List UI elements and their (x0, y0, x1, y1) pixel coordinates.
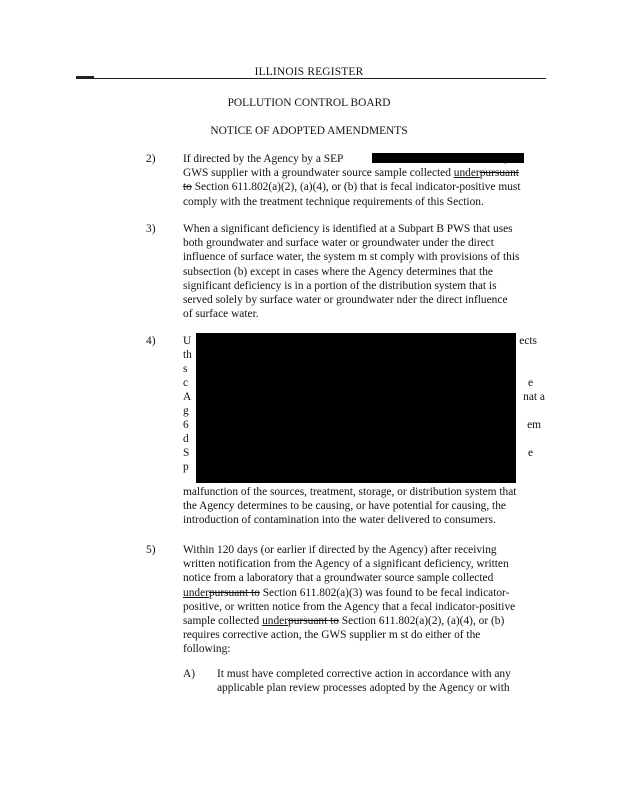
item-5-line: Within 120 days (or earlier if directed by the Agency) after receiving (183, 544, 497, 556)
sub-item-a-number: A) (183, 668, 196, 680)
item-5-line: requires corrective action, the GWS supplier m st do either of the (183, 629, 481, 642)
item-4-line: malfunction of the sources, treatment, storage, or distribution system that (183, 486, 517, 498)
board-name: POLLUTION CONTROL BOARD (227, 97, 391, 109)
item-2-line-2: GWS supplier with a groundwater source sample collected underpursuant (183, 167, 519, 180)
item-3-line: When a significant deficiency is identified at a Subpart B PWS that uses (183, 223, 513, 235)
item-3-line: influence of surface water, the system m st comply with provisions of this (183, 251, 520, 264)
item-5-line: written notification from the Agency of a significant deficiency, written (183, 558, 509, 571)
item-4-line: the Agency determines to be causing, or have potential for causing, the (183, 500, 506, 513)
header-rule (76, 78, 546, 79)
item-5-line: following: (183, 643, 231, 656)
redaction-bar (372, 153, 524, 163)
item-5-line: positive, or written notice from the Agency that a fecal indicator-positive (183, 600, 516, 613)
inserted-text: under (183, 586, 209, 599)
deleted-text: to (183, 181, 192, 194)
item-3-line: both groundwater and surface water or groundwater under the direct (183, 237, 494, 250)
item-5-text (183, 543, 545, 657)
item-5-line: underpursuant to Section 611.802(a)(3) was found to be fecal indicator- (183, 586, 510, 599)
inserted-text: under (453, 167, 480, 180)
redaction-block (196, 333, 516, 483)
notice-title: NOTICE OF ADOPTED AMENDMENTS (210, 125, 408, 137)
item-2-line-1: If directed by the Agency by a SEP (183, 153, 346, 165)
item-3-number: 3) (146, 223, 156, 235)
deleted-text: pursuant (479, 167, 519, 180)
register-title: ILLINOIS REGISTER (254, 66, 364, 78)
item-5-line: sample collected underpursuant to Section 611.802(a)(2), (a)(4), or (b) (183, 615, 505, 628)
item-4-number: 4) (146, 335, 156, 347)
item-4-visible-fragments: U th s c A g 6 d S p ects e nat a em e (183, 335, 545, 473)
item-3-line: significant deficiency is in a portion of the distribution system that is (183, 279, 497, 292)
deleted-text: pursuant to (208, 586, 260, 599)
item-2-line-3: to Section 611.802(a)(2), (a)(4), or (b) that is fecal indicator-positive must (183, 181, 521, 194)
sub-item-line: It must have completed corrective action in accordance with any (217, 668, 511, 680)
item-2-line-4: comply with the treatment technique requirements of this Section. (183, 195, 484, 208)
item-5-number: 5) (146, 544, 156, 556)
deleted-text: pursuant to (288, 615, 339, 628)
sub-item-a-text (217, 667, 537, 695)
item-3-line: served solely by surface water or groundwater nder the direct influence (183, 294, 508, 307)
item-3-text (183, 222, 545, 321)
item-3-line: subsection (b) except in cases where the Agency determines that the (183, 265, 493, 278)
sub-item-line: applicable plan review processes adopted by the Agency or with (217, 682, 510, 695)
item-5-line: notice from a laboratory that a groundwater source sample collected (183, 572, 494, 585)
inserted-text: under (262, 615, 289, 628)
item-4-tail-text (183, 485, 545, 528)
item-2-number: 2) (146, 153, 156, 165)
item-4-line: introduction of contamination into the water delivered to consumers. (183, 514, 496, 527)
item-3-line: of surface water. (183, 308, 259, 321)
